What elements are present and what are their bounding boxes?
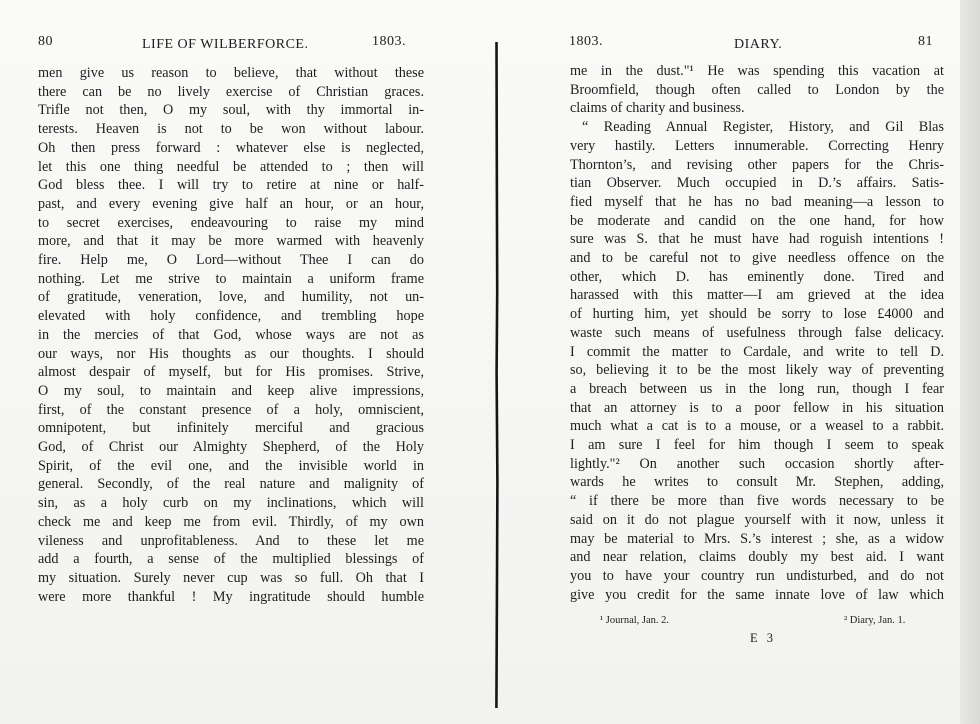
- text-line: past, and every evening give half an hour, or an hour,: [38, 195, 424, 212]
- text-line: elevated with holy confidence, and trembling hope: [38, 308, 424, 325]
- text-line: add a fourth, a sense of the multiplied blessings of: [38, 551, 424, 568]
- text-line: our ways, nor His thoughts as our thoughts. I should: [38, 345, 424, 362]
- text-line: very hastily. Letters innumerable. Correcting Henry: [570, 137, 944, 154]
- right-body-text: [570, 62, 944, 604]
- text-line: said on it do not plague yourself with it now, unless it: [570, 511, 944, 528]
- text-line: give you credit for the same innate love of law which: [570, 586, 944, 603]
- text-line: fied myself that he has no bad meaning—a lesson to: [570, 193, 944, 210]
- text-line: so, believing it to be the most likely way of preventing: [570, 362, 944, 379]
- signature-mark: E 3: [750, 631, 777, 645]
- text-line: Oh then press forward : whatever else is neglected,: [38, 139, 424, 156]
- text-line: terests. Heaven is not to be won without labour.: [38, 121, 424, 138]
- text-line: may be material to Mrs. S.’s interest ; she, as a widow: [570, 530, 944, 547]
- text-line: nothing. Let me strive to maintain a uniform frame: [38, 270, 424, 287]
- text-line: I commit the matter to Cardale, and write to tell D.: [570, 343, 944, 360]
- left-body-text: [38, 64, 424, 606]
- text-line: O my soul, to maintain and keep alive impressions,: [38, 382, 424, 399]
- text-line: claims of charity and business.: [570, 100, 745, 117]
- text-line: general. Secondly, of the real nature and malignity of: [38, 476, 424, 493]
- text-line: there can be no lively exercise of Christian graces.: [38, 83, 424, 100]
- text-line: almost despair of myself, but for His promises. Strive,: [38, 364, 424, 381]
- text-line: Trifle not then, O my soul, with thy immortal in-: [38, 102, 424, 119]
- left-running-title: LIFE OF WILBERFORCE.: [142, 37, 309, 52]
- text-line: I am sure I feel for him though I seem to speak: [570, 437, 944, 454]
- text-line: lightly."² On another such occasion shortly after-: [570, 455, 944, 472]
- text-line: in the mercies of that God, whose ways are not as: [38, 326, 424, 343]
- text-line: that an attorney is to a poor fellow in his situation: [570, 399, 944, 416]
- text-line: Broomfield, though often called to London by the: [570, 81, 944, 98]
- text-line: a breach between us in the long run, though I fear: [570, 380, 944, 397]
- text-line: “ if there be more than five words necessary to be: [570, 493, 944, 510]
- right-year: 1803.: [569, 34, 603, 49]
- right-running-title: DIARY.: [734, 37, 783, 52]
- text-line: of hurting him, yet should be sorry to lose £4000 and: [570, 306, 944, 323]
- left-page: [0, 0, 486, 724]
- page-edge-shadow: [960, 0, 980, 724]
- text-line: and to be careful not to give needless offence on the: [570, 250, 944, 267]
- text-line: fire. Help me, O Lord—without Thee I can do: [38, 252, 424, 269]
- text-line: much what a cat is to a mouse, or a weasel to a rabbit.: [570, 418, 944, 435]
- text-line: sin, as a holy curb on my inclinations, which will: [38, 495, 424, 512]
- text-line: to secret exercises, endeavouring to raise my mind: [38, 214, 424, 231]
- text-line: and near relation, claims doubly my best aid. I want: [570, 549, 944, 566]
- footnote-2: ² Diary, Jan. 1.: [844, 615, 906, 626]
- text-line: tian Observer. Much occupied in D.’s affairs. Satis-: [570, 175, 944, 192]
- text-line: me in the dust."¹ He was spending this vacation at: [570, 63, 944, 79]
- right-page-number: 81: [918, 34, 933, 49]
- text-line: men give us reason to believe, that without these: [38, 65, 424, 81]
- text-line: you to have your country run undisturbed, and do not: [570, 567, 944, 584]
- text-line: more, and that it may be more warmed with heavenly: [38, 233, 424, 250]
- text-line: God bless thee. I will try to retire at nine or half-: [38, 177, 424, 194]
- text-line: be moderate and candid on the one hand, for how: [570, 212, 944, 229]
- text-line: Spirit, of the evil one, and the invisible world in: [38, 457, 424, 474]
- text-line: omnipotent, but infinitely merciful and gracious: [38, 420, 424, 437]
- text-line: harassed with this matter—I am grieved at the idea: [570, 287, 944, 304]
- footnote-1: ¹ Journal, Jan. 2.: [600, 615, 670, 626]
- left-year: 1803.: [372, 34, 406, 49]
- left-page-number: 80: [38, 34, 53, 49]
- text-line: sure was S. that he must have had roguish intentions !: [570, 231, 944, 248]
- text-line: wards he writes to consult Mr. Stephen, adding,: [570, 474, 944, 491]
- text-line: other, which D. has eminently done. Tired and: [570, 268, 944, 285]
- text-line: check me and keep me from evil. Thirdly, of my own: [38, 513, 424, 530]
- text-line: my situation. Surely never cup was so full. Oh that I: [38, 569, 424, 586]
- text-line: let this one thing needful be attended to ; then will: [38, 158, 424, 175]
- text-line: vileness and unprofitableness. And to these let me: [38, 532, 424, 549]
- text-line: God, of Christ our Almighty Shepherd, of the Holy: [38, 439, 424, 456]
- text-line: were more thankful ! My ingratitude should humble: [38, 588, 424, 605]
- binding-gutter: [494, 42, 499, 708]
- text-line: of gratitude, veneration, love, and humility, not un-: [38, 289, 424, 306]
- right-page: [486, 0, 980, 724]
- text-line: first, of the constant presence of a holy, omniscient,: [38, 401, 424, 418]
- text-line: “ Reading Annual Register, History, and Gil Blas: [582, 119, 944, 136]
- text-line: Thornton’s, and revising other papers for the Chris-: [570, 156, 944, 173]
- text-line: waste such means of usefulness through false delicacy.: [570, 324, 944, 341]
